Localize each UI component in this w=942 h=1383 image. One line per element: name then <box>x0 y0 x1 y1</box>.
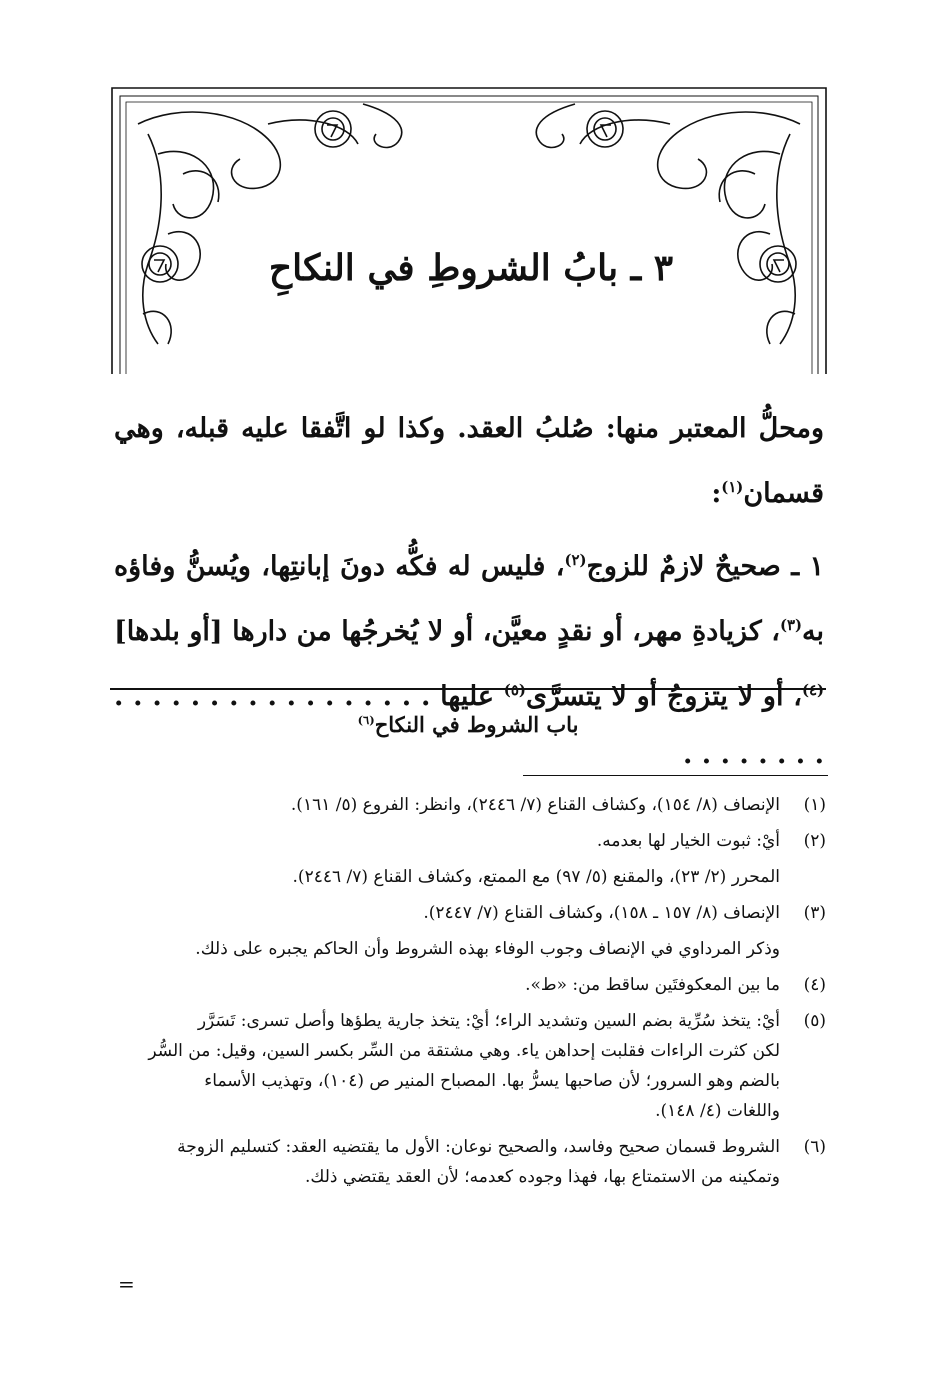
footnote-line: الإنصاف (٨/ ١٥٤)، وكشاف القناع (٧/ ٢٤٤٦)، وانظر: الفروع (٥/ ١٦١). <box>290 795 780 815</box>
right-corner-scroll <box>536 104 800 344</box>
footnote-item <box>110 826 826 856</box>
main-p2-text-e: عليها <box>440 681 504 712</box>
footnote-line: وتمكينه من الاستمتاع بها، فهذا وجوده كعدمه؛ لأن العقد يقتضي ذلك. <box>304 1167 780 1187</box>
footnote-number: (٤) <box>803 975 826 995</box>
footnote-line: الشروط قسمان صحيح وفاسد، والصحيح نوعان: الأول ما يقتضيه العقد: كتسليم الزوجة <box>177 1137 780 1157</box>
footnote-item <box>110 1006 826 1126</box>
footnote-number: (٢) <box>803 831 826 851</box>
main-p1-text-b: : <box>711 478 722 509</box>
main-p2-text-b: ، فليس له فكُّه دونَ إبانتِها، ويُسنُّ وفاؤه به <box>114 551 824 647</box>
commentary-heading-text: باب الشروط في النكاح <box>374 712 579 737</box>
footnote-ref-1[interactable]: (١) <box>721 478 744 496</box>
footnote-item <box>110 862 826 892</box>
ornamental-frame <box>108 84 830 376</box>
main-p2-dots: . . . . . . . . . . . . . . . . . . . . . . . . . <box>114 681 824 770</box>
footnote-line: المحرر (٢/ ٢٣)، والمقنع (٥/ ٩٧) مع الممتع، وكشاف القناع (٧/ ٢٤٤٦). <box>292 867 780 887</box>
footnote-item <box>110 790 826 820</box>
footnote-number: (٣) <box>803 903 826 923</box>
footnote-ref-5[interactable]: (٥) <box>503 681 526 699</box>
main-paragraph-2 <box>114 531 824 784</box>
commentary-heading <box>110 700 826 745</box>
main-p1-text-a: ومحلُّ المعتبر منها: صُلبُ العقد. وكذا لو اتَّفقا عليه قبله، وهي قسمان <box>114 413 824 509</box>
footnotes <box>110 790 826 1198</box>
chapter-title: ٣ ـ بابُ الشروطِ في النكاحِ <box>268 247 674 289</box>
footnote-line: لكن كثرت الراءات فقلبت إحداهن ياء. وهي مشتقة من السِّر بكسر السين، وقيل: من السُّر <box>148 1041 780 1061</box>
main-p2-text-a: ١ ـ صحيحٌ لازمٌ للزوج <box>586 551 824 582</box>
footnote-ref-4[interactable]: (٤) <box>801 681 824 699</box>
footnote-line: أيْ: ثبوت الخيار لها بعدمه. <box>596 831 780 851</box>
footnote-number: (١) <box>803 795 826 815</box>
footnote-item <box>110 934 826 964</box>
left-corner-scroll <box>138 104 402 344</box>
footnote-item <box>110 1132 826 1192</box>
footnote-line: ما بين المعكوفتَين ساقط من: «ط». <box>525 975 780 995</box>
footnote-item <box>110 898 826 928</box>
footnote-line: بالضم وهو السرور؛ لأن صاحبها يسرُّ بها. المصباح المنير ص (١٠٤)، وتهذيب الأسماء <box>204 1071 780 1091</box>
footnote-item <box>110 970 826 1000</box>
continuation-mark: = <box>118 1272 135 1296</box>
text-separator <box>110 688 826 690</box>
footnote-rule <box>523 775 828 776</box>
footnote-line: أيْ: يتخذ سُرِّية بضم السين وتشديد الراء؛ أيْ: يتخذ جارية يطؤها وأصل تسرى: تَسَرَّر <box>197 1011 780 1031</box>
footnote-number: (٥) <box>803 1011 826 1031</box>
footnote-line: وذكر المرداوي في الإنصاف وجوب الوفاء بهذه الشروط وأن الحاكم يجبره على ذلك. <box>195 939 780 959</box>
footnote-ref-6[interactable]: (٦) <box>357 713 375 727</box>
main-p2-text-c: ، كزيادةِ مهر، أو نقدٍ معيَّن، أو لا يُخرجُها من دارها [أو بلدها] <box>114 616 780 647</box>
footnote-ref-2[interactable]: (٢) <box>564 551 587 569</box>
footnote-line: واللغات (٤/ ١٤٨). <box>655 1101 780 1121</box>
main-paragraph-1 <box>114 400 824 523</box>
main-p2-text-d: ، أو لا يتزوجُ أو لا يتسرَّى <box>525 681 802 712</box>
footnote-line: الإنصاف (٨/ ١٥٧ ـ ١٥٨)، وكشاف القناع (٧/ ٢٤٤٧). <box>423 903 780 923</box>
footnote-ref-3[interactable]: (٣) <box>779 616 802 634</box>
footnote-number: (٦) <box>803 1137 826 1157</box>
